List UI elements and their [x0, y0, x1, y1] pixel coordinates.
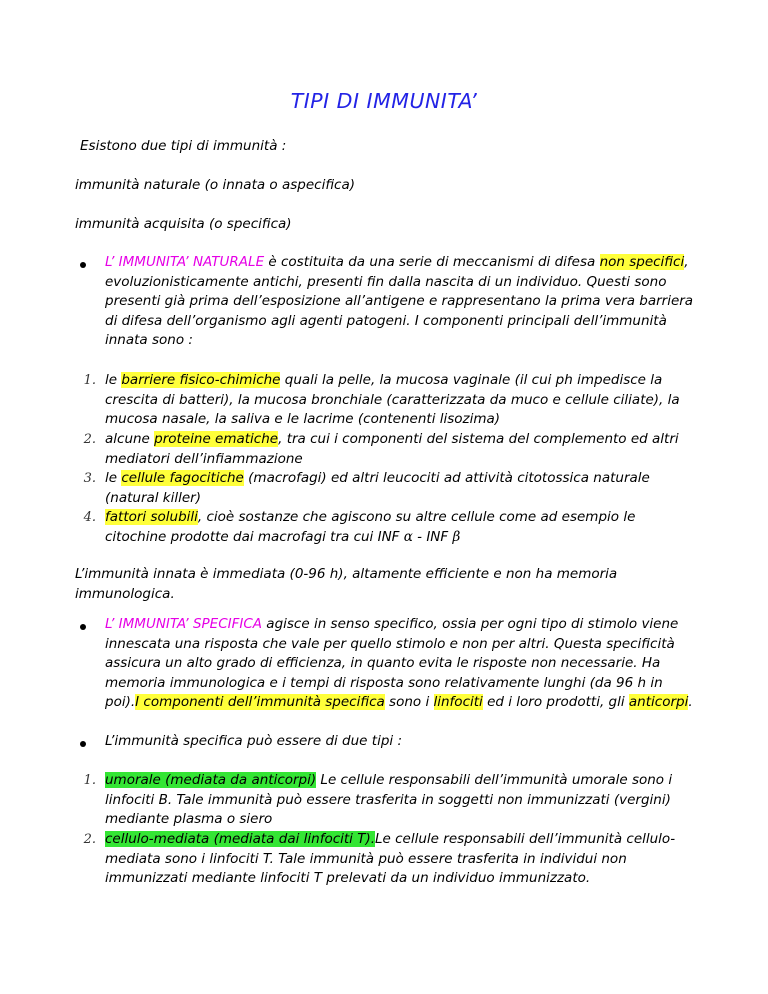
- highlight-non-specifici: non specifici: [599, 254, 685, 270]
- intro-text: Esistono due tipi di immunità :: [80, 138, 287, 154]
- highlight-fattori: fattori solubili: [105, 509, 198, 525]
- type-naturale: immunità naturale (o innata o aspecifica): [75, 177, 356, 193]
- specifica-paragraph: L’ IMMUNITA’ SPECIFICA agisce in senso specifico, ossia per ogni tipo di stimolo viene innescata una risposta che vale per quello stimolo e non per altri. Questa specificità assicura un alto grado di efficienza, in quanto evita le risposte non necessarie. Ha memoria immunologica e i tempi di risposta sono relativamente lunghi (da 96 h in poi).I componenti dell’immunità specifica sono i linfociti ed i loro prodotti, gli anticorpi.: [105, 616, 693, 710]
- alpha-symbol: α: [403, 528, 413, 545]
- highlight-linfociti: linfociti: [433, 694, 483, 710]
- highlight-proteine: proteine ematiche: [154, 431, 279, 447]
- list-number: 2.: [83, 832, 96, 847]
- highlight-componenti: I componenti dell’immunità specifica: [135, 694, 385, 710]
- list-number: 3.: [83, 471, 96, 486]
- bullet-dot: [80, 262, 86, 268]
- list-item-proteine: alcune proteine ematiche, tra cui i componenti del sistema del complemento ed altri mediatori dell’infiammazione: [105, 431, 679, 467]
- list-item-barriere: le barriere fisico-chimiche quali la pelle, la mucosa vaginale (il cui ph impedisce la crescita di batteri), la mucosa bronchiale (caratterizzata da muco e cellule ciliate), la mucosa nasale, la saliva e le lacrime (contenenti lisozima): [105, 372, 680, 427]
- list-item-cellule: le cellule fagocitiche (macrofagi) ed altri leucociti ad attività citotossica naturale (natural killer): [105, 470, 650, 506]
- type-acquisita: immunità acquisita (o specifica): [75, 216, 292, 232]
- list-item-fattori: fattori solubili, cioè sostanze che agiscono su altre cellule come ad esempio le citochine prodotte dai macrofagi tra cui INF α - INF β: [105, 509, 636, 545]
- list-number: 1.: [83, 773, 96, 788]
- highlight-cellulo-mediata: cellulo-mediata (mediata dai linfociti T).: [105, 831, 376, 847]
- bullet-dot: [80, 624, 86, 630]
- list-item-cellulo-mediata: cellulo-mediata (mediata dai linfociti T).Le cellule responsabili dell’immunità cellulo-mediata sono i linfociti T. Tale immunità può essere trasferita in individui non immunizzati mediante linfociti T prelevati da un individuo immunizzato.: [105, 831, 676, 886]
- highlight-anticorpi: anticorpi: [628, 694, 689, 710]
- innata-summary: L’immunità innata è immediata (0-96 h), altamente efficiente e non ha memoria immunologica.: [75, 566, 618, 602]
- highlight-barriere: barriere fisico-chimiche: [121, 372, 281, 388]
- bullet-dot: [80, 741, 86, 747]
- specifica-heading: L’ IMMUNITA’ SPECIFICA: [105, 616, 263, 632]
- highlight-umorale: umorale (mediata da anticorpi): [105, 772, 317, 788]
- highlight-cellule: cellule fagocitiche: [121, 470, 244, 486]
- beta-symbol: β: [452, 528, 461, 545]
- list-number: 2.: [83, 432, 96, 447]
- list-number: 4.: [83, 510, 96, 525]
- naturale-paragraph: L’ IMMUNITA’ NATURALE è costituita da una serie di meccanismi di difesa non specifici, evoluzionisticamente antichi, presenti fin dalla nascita di un individuo. Questi sono presenti già prima dell’esposizione all’antigene e rappresentano la prima vera barriera di difesa dell’organismo agli agenti patogeni. I componenti principali dell’immunità innata sono :: [105, 254, 694, 348]
- list-item-umorale: umorale (mediata da anticorpi) Le cellule responsabili dell’immunità umorale sono i linfociti B. Tale immunità può essere trasferita in soggetti non immunizzati (vergini) mediante plasma o siero: [105, 772, 673, 827]
- specifica-types-intro: L’immunità specifica può essere di due tipi :: [105, 733, 402, 749]
- list-number: 1.: [83, 373, 96, 388]
- naturale-heading: L’ IMMUNITA’ NATURALE: [105, 254, 265, 270]
- page-title: TIPI DI IMMUNITA’: [290, 89, 478, 113]
